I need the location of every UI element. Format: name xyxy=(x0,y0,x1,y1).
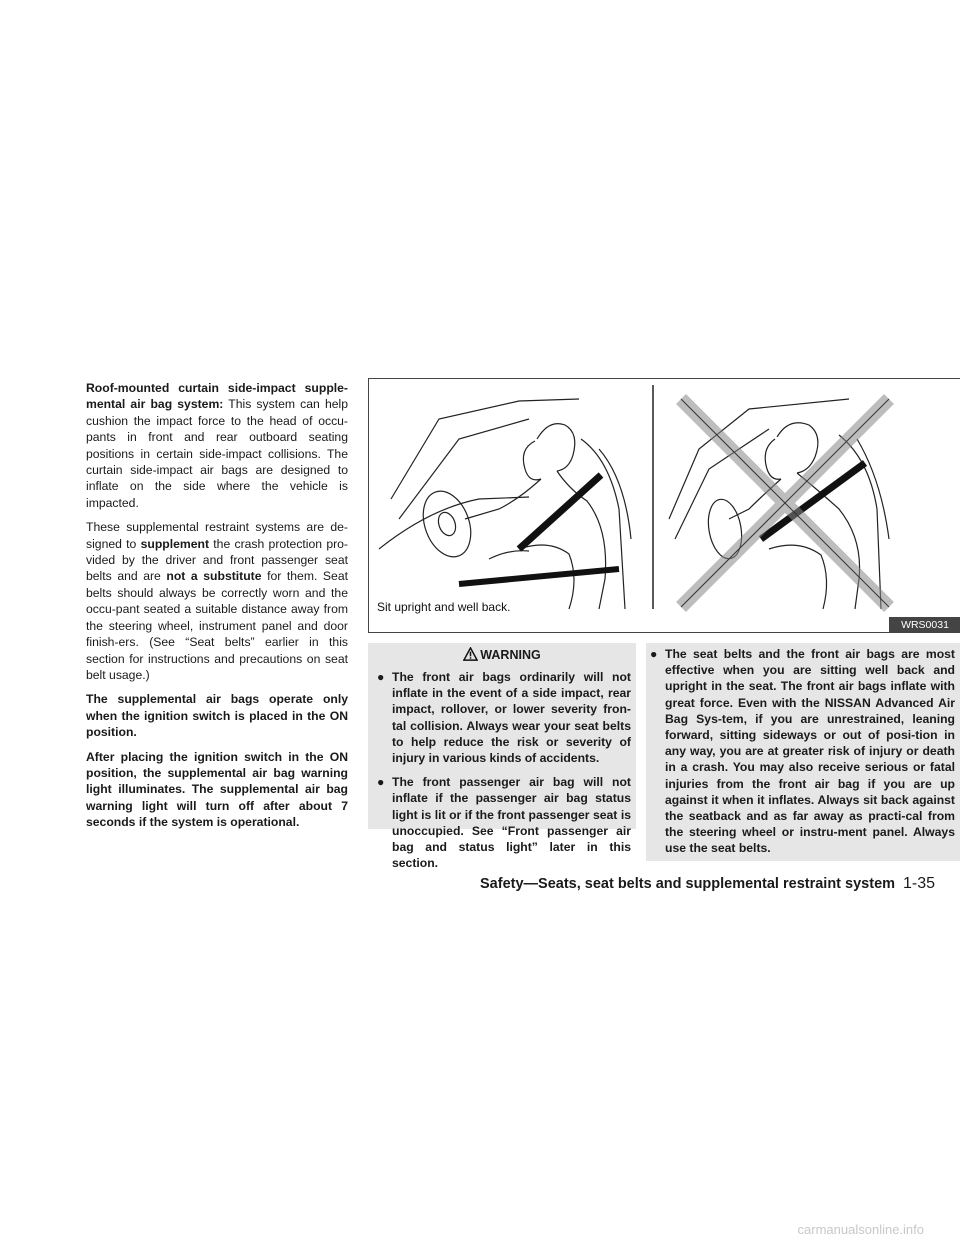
bullet-icon: ● xyxy=(377,670,385,684)
paragraph-ignition: The supplemental air bags operate only when the ignition switch is placed in the ON position. xyxy=(86,692,348,740)
left-column xyxy=(86,380,348,839)
figure-caption: Sit upright and well back. xyxy=(377,600,511,614)
paragraph-supplement: These supplemental restraint systems are de-signed to supplement the crash protection pro-vided by the driver and front passenger seat belts and are not a substitute for them. Seat belts should always be correctly worn and the occu-pant seated a suitable distance away from the steering wheel, instrument panel and door finish-ers. (See “Seat belts” earlier in this section for instructions and precautions on seat belt usage.) xyxy=(86,520,348,682)
page-footer xyxy=(480,875,960,893)
warning-list-right xyxy=(650,646,955,865)
illustration-drawing xyxy=(369,379,960,634)
seating-position-illustration xyxy=(368,378,960,633)
warning-item: ● The front passenger air bag will not inflate if the passenger air bag status light is lit or if the front passenger seat is unoccupied. See “Front passenger air bag and status light” later in this section. xyxy=(377,775,631,871)
warning-list-left xyxy=(377,669,631,879)
section-title: Safety—Seats, seat belts and supplemental restraint system xyxy=(480,876,896,892)
warning-item: ● The front air bags ordinarily will not inflate in the event of a side impact, rear impact, rollover, or lower severity fron-tal collision. Always wear your seat belts to help reduce the risk or severity of injury in various kinds of accidents. xyxy=(377,670,631,766)
page-number: 1-35 xyxy=(903,875,936,892)
warning-item: ● The seat belts and the front air bags are most effective when you are sitting well back and upright in the seat. The front air bags inflate with great force. Even with the NISSAN Advanced Air Bag Sys-tem, if you are unrestrained, leaning forward, sitting sideways or out of posi-tion in any way, you are at greater risk of injury or death in a crash. You may also receive serious or fatal injuries from the front air bag if you are up against it when it inflates. Always sit back against the seatback and as far away as practi-cal from the steering wheel or instru-ment panel. Always use the seat belts. xyxy=(650,647,955,856)
watermark-text: carmanualsonline.info xyxy=(797,1222,924,1237)
bullet-icon: ● xyxy=(650,647,658,661)
watermark xyxy=(0,1222,960,1242)
warning-triangle-icon xyxy=(463,647,478,661)
paragraph-curtain-airbag: Roof-mounted curtain side-impact supple-mental air bag system: This system can help cushion the impact force to the head of occu-pants in front and rear outboard seating positions in certain side-impact collisions. The curtain side-impact air bags are designed to inflate on the side where the vehicle is impacted. xyxy=(86,381,348,510)
paragraph-lead: Roof-mounted curtain side-impact supple-mental air bag system: xyxy=(86,381,348,412)
bullet-icon: ● xyxy=(377,775,385,790)
warning-title: WARNING xyxy=(368,646,636,664)
figure-code: WRS0031 xyxy=(889,617,960,633)
paragraph-warning-light: After placing the ignition switch in the ON position, the supplemental air bag warning light illuminates. The supplemental air bag warning light will turn off after about 7 seconds if the system is operational. xyxy=(86,749,348,830)
